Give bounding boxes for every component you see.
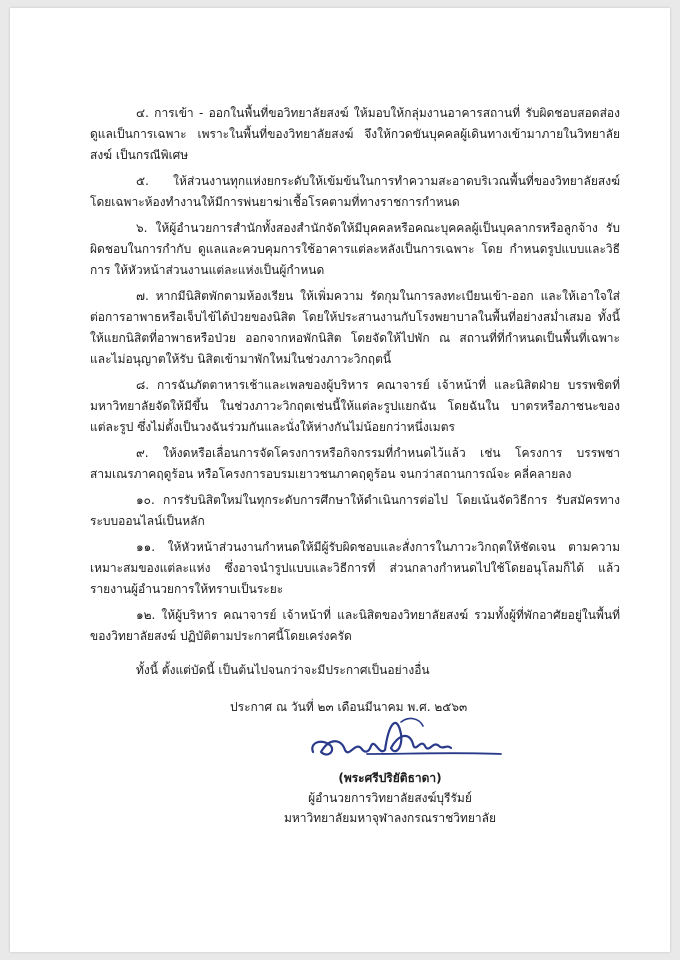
signer-block xyxy=(250,768,530,828)
document-page xyxy=(10,8,670,952)
signature-underline xyxy=(367,753,501,754)
handwritten-signature xyxy=(305,708,505,768)
signature-stroke xyxy=(312,723,451,755)
clause-6: ๖. ให้ผู้อำนวยการสำนักทั้งสองสำนักจัดให้มีบุคคลหรือคณะบุคคลผู้เป็นบุคลากรหรือลูกจ้าง รับผิดชอบในการกำกับ ดูแลและควบคุมการใช้อาคารแต่ละหลังเป็นการเฉพาะ โดย กำหนดรูปแบบและวิธีการ ให้หัวหน้าส่วนงานแต่ละแห่งเป็นผู้กำหนด xyxy=(90,221,620,277)
announcement-date: ประกาศ ณ วันที่ ๒๓ เดือนมีนาคม พ.ศ. ๒๕๖๓ xyxy=(230,700,468,714)
clause-11: ๑๑. ให้หัวหน้าส่วนงานกำหนดให้มีผู้รับผิดชอบและสั่งการในภาวะวิกฤตให้ชัดเจน ตามความเหมาะสมของแต่ละแห่ง ซึ่งอาจนำรูปแบบและวิธีการที่ ส่วนกลางกำหนดไปใช้โดยอนุโลมก็ได้ แล้วรายงานผู้อำนวยการให้ทราบเป็นระยะ xyxy=(90,540,620,596)
signer-organization: มหาวิทยาลัยมหาจุฬาลงกรณราชวิทยาลัย xyxy=(283,811,497,825)
signer-position: ผู้อำนวยการวิทยาลัยสงฆ์บุรีรัมย์ xyxy=(308,791,472,805)
clause-10: ๑๐. การรับนิสิตใหม่ในทุกระดับการศึกษาให้ดำเนินการต่อไป โดยเน้นจัดวิธีการ รับสมัครทางระบบออนไลน์เป็นหลัก xyxy=(90,493,620,528)
signer-name: (พระศรีปริยัติธาดา) xyxy=(338,771,442,785)
clause-4: ๔. การเข้า - ออกในพื้นที่ขอวิทยาลัยสงฆ์ ให้มอบให้กลุ่มงานอาคารสถานที่ รับผิดชอบสอดส่องดูแลเป็นการเฉพาะ เพราะในพื้นที่ของวิทยาลัยสงฆ์ จึงให้กวดขันบุคคลผู้เดินทางเข้ามาภายในวิทยาลัยสงฆ์ เป็นกรณีพิเศษ xyxy=(90,106,620,162)
document-body xyxy=(90,103,620,718)
clause-9: ๙. ให้งดหรือเลื่อนการจัดโครงการหรือกิจกรรมที่กำหนดไว้แล้ว เช่น โครงการ บรรพชาสามเณรภาคฤดูร้อน หรือโครงการอบรมเยาวชนภาคฤดูร้อน จนกว่าสถานการณ์จะ คลี่คลายลง xyxy=(90,446,620,481)
clause-12: ๑๒. ให้ผู้บริหาร คณาจารย์ เจ้าหน้าที่ และนิสิตของวิทยาลัยสงฆ์ รวมทั้งผู้ที่พักอาศัยอยู่ในพื้นที่ของวิทยาลัยสงฆ์ ปฏิบัติตามประกาศนี้โดยเคร่งครัด xyxy=(90,608,620,643)
clause-7: ๗. หากมีนิสิตพักตามห้องเรียน ให้เพิ่มความ รัดกุมในการลงทะเบียนเข้า-ออก และให้เอาใจใส่ต่อการอาพาธหรือเจ็บไข้ได้ป่วยของนิสิต โดยให้ประสานงานกับโรงพยาบาลในพื้นที่อย่างสม่ำเสมอ ทั้งนี้ให้แยกนิสิตที่อาพาธหรือป่วย ออกจากหอพักนิสิต โดยจัดให้ไปพัก ณ สถานที่ที่กำหนดเป็นพื้นที่เฉพาะ และไม่อนุญาตให้รับ นิสิตเข้ามาพักใหม่ในช่วงภาวะวิกฤตนี้ xyxy=(90,289,620,366)
clause-8: ๘. การฉันภัตตาหารเช้าและเพลของผู้บริหาร คณาจารย์ เจ้าหน้าที่ และนิสิตฝ่าย บรรพชิตที่มหาวิทยาลัยจัดให้มีขึ้น ในช่วงภาวะวิกฤตเช่นนี้ให้แต่ละรูปแยกฉัน โดยฉันใน บาตรหรือภาชนะของแต่ละรูป ซึ่งไม่ตั้งเป็นวงฉันร่วมกันและนั่งให้ห่างกันไม่น้อยกว่าหนึ่งเมตร xyxy=(90,378,620,434)
clause-5: ๕. ให้ส่วนงานทุกแห่งยกระดับให้เข้มข้นในการทำความสะอาดบริเวณพื้นที่ของวิทยาลัยสงฆ์ โดยเฉพาะห้องทำงานให้มีการพ่นยาฆ่าเชื้อโรคตามที่ทางราชการกำหนด xyxy=(90,174,620,209)
closing-statement: ทั้งนี้ ตั้งแต่บัดนี้ เป็นต้นไปจนกว่าจะมีประกาศเป็นอย่างอื่น xyxy=(136,663,430,677)
signature-flourish xyxy=(401,719,423,726)
